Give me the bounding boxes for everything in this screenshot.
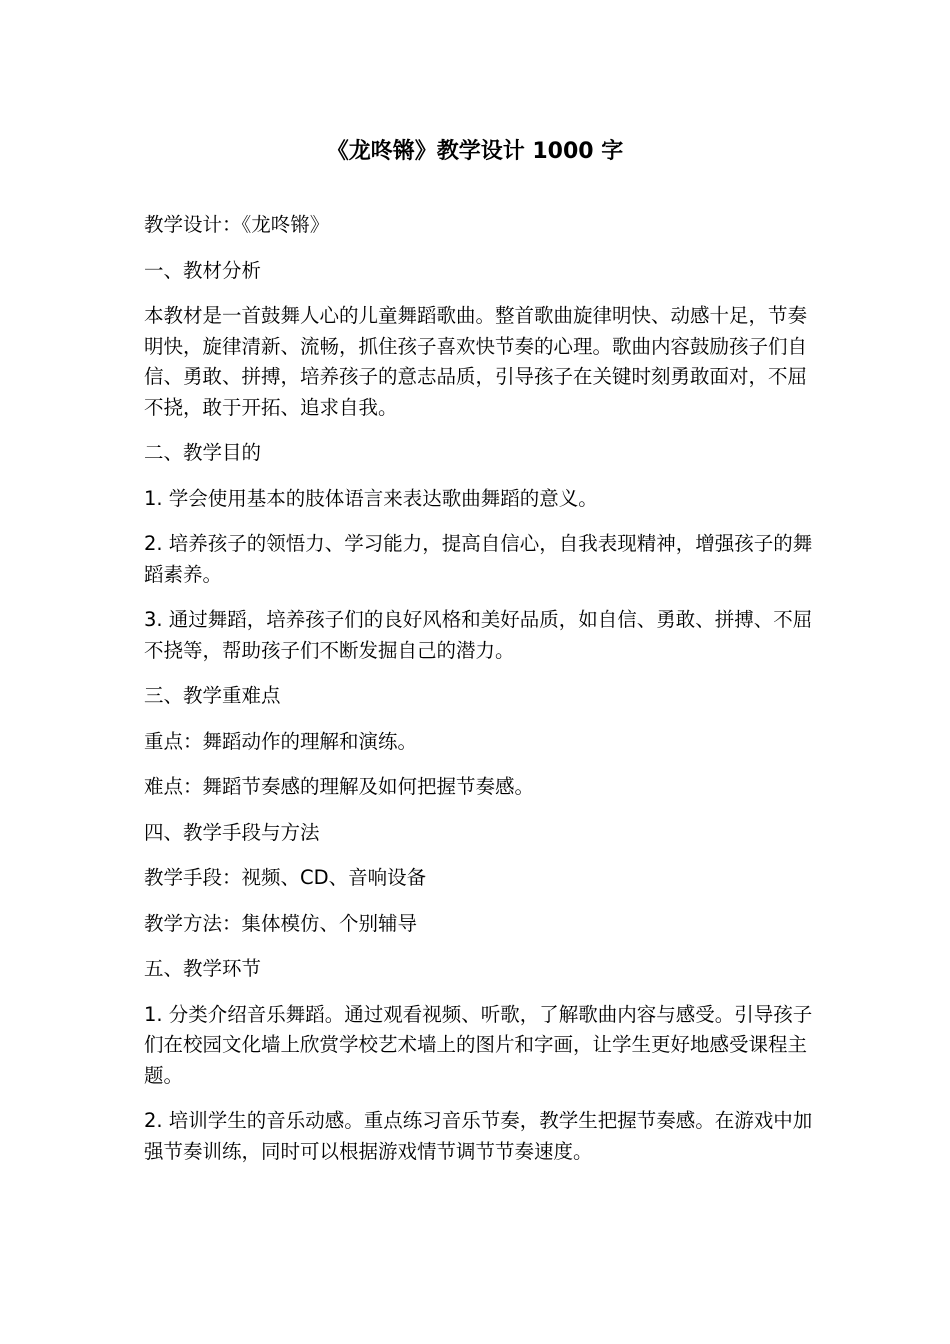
section-heading-4: 四、教学手段与方法: [144, 820, 320, 844]
section-heading-3: 三、教学重难点: [144, 684, 281, 707]
teaching-step-1: 1. 分类介绍音乐舞蹈。通过观看视频、听歌，了解歌曲内容与感受。引导孩子们在校园文化墙上欣赏学校艺术墙上的图片和字画，让学生更好地感受课程主题。: [144, 1002, 813, 1087]
teaching-means: 教学手段：视频、CD、音响设备: [144, 866, 427, 889]
section-heading-2: 二、教学目的: [144, 441, 262, 464]
document-title: 《龙咚锵》教学设计 1000 字: [326, 139, 624, 164]
teaching-step-2: 2. 培训学生的音乐动感。重点练习音乐节奏，教学生把握节奏感。在游戏中加强节奏训练，同时可以根据游戏情节调节节奏速度。: [144, 1109, 813, 1163]
key-point: 重点：舞蹈动作的理解和演练。: [144, 729, 418, 753]
intro-line: 教学设计：《龙咚锵》: [144, 213, 330, 236]
section-heading-1: 一、教材分析: [144, 258, 262, 282]
document-body: [144, 210, 816, 1182]
objective-item-3: 3. 通过舞蹈，培养孩子们的良好风格和美好品质，如自信、勇敢、拼搏、不屈不挠等，帮助孩子们不断发掘自己的潜力。: [144, 608, 813, 662]
paragraph-material-analysis: 本教材是一首鼓舞人心的儿童舞蹈歌曲。整首歌曲旋律明快、动感十足，节奏明快，旋律清新、流畅，抓住孩子喜欢快节奏的心理。歌曲内容鼓励孩子们自信、勇敢、拼搏，培养孩子的意志品质，引导孩子在关键时刻勇敢面对，不屈不挠，敢于开拓、追求自我。: [144, 304, 808, 419]
difficult-point: 难点：舞蹈节奏感的理解及如何把握节奏感。: [144, 775, 535, 798]
objective-item-2: 2. 培养孩子的领悟力、学习能力，提高自信心，自我表现精神，增强孩子的舞蹈素养。: [144, 532, 813, 586]
objective-item-1: 1. 学会使用基本的肢体语言来表达歌曲舞蹈的意义。: [144, 486, 598, 510]
section-heading-5: 五、教学环节: [144, 957, 262, 980]
teaching-methods: 教学方法：集体模仿、个别辅导: [144, 911, 418, 935]
